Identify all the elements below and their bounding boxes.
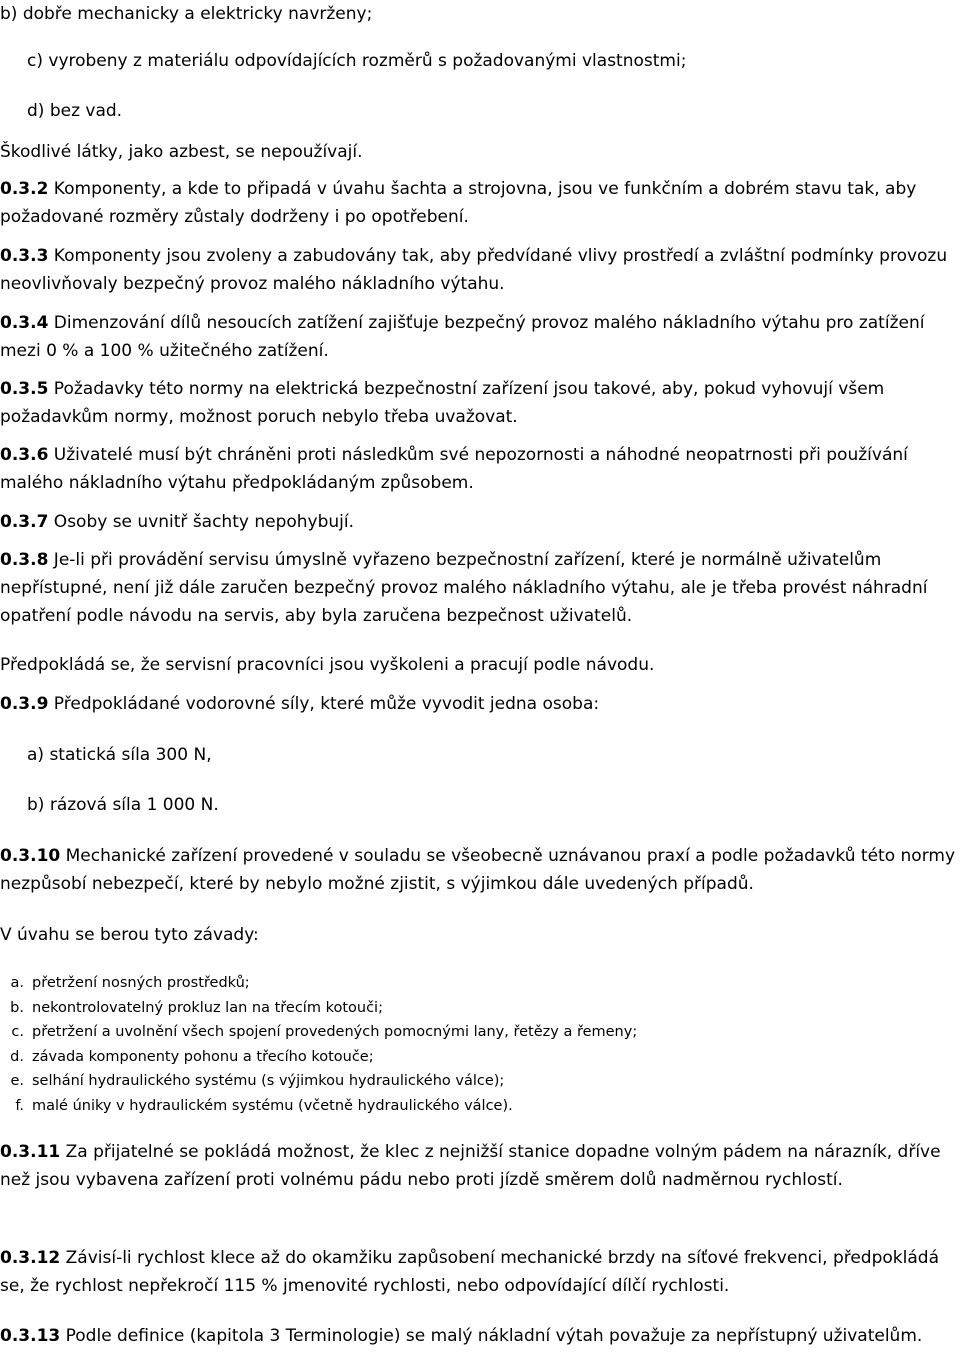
clause-number: 0.3.3 — [0, 246, 49, 266]
list-marker: e. — [10, 1073, 24, 1089]
list-item-text: selhání hydraulického systému (s výjimkou hydraulického válce); — [32, 1073, 505, 1089]
clause-0-3-7 — [0, 508, 960, 536]
list-marker: f. — [15, 1097, 24, 1114]
defects-list — [8, 971, 948, 1118]
clause-0-3-3 — [0, 242, 960, 298]
clause-number: 0.3.2 — [0, 179, 49, 199]
clause-text: Je-li při provádění servisu úmyslně vyřazeno bezpečnostní zařízení, které je normálně uživatelům nepřístupné, není již dále zaručen bezpečný provoz malého nákladního výtahu, ale je třeba provést náhradní opatření podle návodu na servis, aby byla zaručena bezpečnost uživatelů. — [0, 550, 928, 626]
clause-0-3-6 — [0, 441, 960, 497]
list-item-text: nekontrolovatelný prokluz lan na třecím kotouči; — [32, 999, 383, 1016]
list-marker: b. — [10, 999, 24, 1016]
clause-text: Osoby se uvnitř šachty nepohybují. — [48, 512, 355, 532]
clause-text: Předpokládané vodorovné síly, které může vyvodit jedna osoba: — [48, 694, 600, 714]
clause-number: 0.3.8 — [0, 550, 49, 570]
list-item — [8, 1045, 948, 1070]
clause-text: Uživatelé musí být chráněni proti následkům své nepozornosti a náhodné neopatrnosti při používání malého nákladního výtahu předpokládaným způsobem. — [0, 445, 908, 493]
clause-0-3-2 — [0, 175, 960, 231]
clause-number: 0.3.12 — [0, 1248, 61, 1268]
service-personnel-note: Předpokládá se, že servisní pracovníci jsou vyškoleni a pracují podle návodu. — [0, 655, 655, 675]
list-marker: c. — [11, 1024, 24, 1040]
harmful-substances-note: Škodlivé látky, jako azbest, se nepoužívají. — [0, 142, 363, 162]
clause-0-3-5 — [0, 375, 960, 431]
clause-number: 0.3.7 — [0, 512, 49, 532]
clause-0-3-11 — [0, 1138, 960, 1194]
list-marker: d. — [10, 1048, 24, 1065]
clause-number: 0.3.11 — [0, 1142, 61, 1162]
clause-text: Mechanické zařízení provedené v souladu se všeobecně uznávanou praxí a podle požadavků této normy nezpůsobí nebezpečí, které by nebylo možné zjistit, s výjimkou dále uvedených případů. — [0, 846, 956, 894]
list-item-text: malé úniky v hydraulickém systému (včetně hydraulického válce). — [32, 1097, 513, 1114]
clause-text: Komponenty jsou zvoleny a zabudovány tak, aby předvídané vlivy prostředí a zvláštní podmínky provozu neovlivňovaly bezpečný provoz malého nákladního výtahu. — [0, 246, 948, 294]
clause-number: 0.3.13 — [0, 1326, 61, 1346]
item-b: b) dobře mechanicky a elektricky navrženy; — [0, 4, 373, 24]
list-item — [8, 996, 948, 1021]
item-c: c) vyrobeny z materiálu odpovídajících rozměrů s požadovanými vlastnostmi; — [27, 51, 687, 71]
clause-0-3-13 — [0, 1322, 960, 1350]
clause-number: 0.3.5 — [0, 379, 49, 399]
clause-0-3-9 — [0, 690, 960, 718]
clause-text: Požadavky této normy na elektrická bezpečnostní zařízení jsou takové, aby, pokud vyhovují všem požadavkům normy, možnost poruch nebylo třeba uvažovat. — [0, 379, 885, 427]
list-item-text: přetržení a uvolnění všech spojení provedených pomocnými lany, řetězy a řemeny; — [32, 1024, 638, 1040]
clause-number: 0.3.4 — [0, 313, 49, 333]
force-impact: b) rázová síla 1 000 N. — [27, 795, 219, 815]
item-d: d) bez vad. — [27, 101, 123, 121]
clause-text: Podle definice (kapitola 3 Terminologie) se malý nákladní výtah považuje za nepřístupný uživatelům. — [60, 1326, 923, 1346]
force-static: a) statická síla 300 N, — [27, 745, 212, 765]
list-item-text: závada komponenty pohonu a třecího kotouče; — [32, 1048, 374, 1065]
list-item-text: přetržení nosných prostředků; — [32, 975, 250, 991]
list-item — [8, 1020, 948, 1045]
clause-0-3-12 — [0, 1244, 960, 1300]
list-item — [8, 971, 948, 996]
clause-number: 0.3.6 — [0, 445, 49, 465]
defects-intro: V úvahu se berou tyto závady: — [0, 925, 259, 945]
clause-text: Za přijatelné se pokládá možnost, že klec z nejnižší stanice dopadne volným pádem na nárazník, dříve než jsou vybavena zařízení proti volnému pádu nebo proti jízdě směrem dolů nadměrnou rychlostí. — [0, 1142, 941, 1190]
clause-0-3-8 — [0, 546, 960, 630]
clause-text: Dimenzování dílů nesoucích zatížení zajišťuje bezpečný provoz malého nákladního výtahu pro zatížení mezi 0 % a 100 % užitečného zatížení. — [0, 313, 925, 361]
clause-text: Komponenty, a kde to připadá v úvahu šachta a strojovna, jsou ve funkčním a dobrém stavu tak, aby požadované rozměry zůstaly dodrženy i po opotřebení. — [0, 179, 917, 227]
clause-number: 0.3.10 — [0, 846, 61, 866]
clause-0-3-10 — [0, 842, 960, 898]
list-item — [8, 1094, 948, 1119]
list-marker: a. — [10, 975, 24, 991]
clause-text: Závisí-li rychlost klece až do okamžiku zapůsobení mechanické brzdy na síťové frekvenci, předpokládá se, že rychlost nepřekročí 115 % jmenovité rychlosti, nebo odpovídající dílčí rychlosti. — [0, 1248, 939, 1296]
clause-number: 0.3.9 — [0, 694, 49, 714]
list-item — [8, 1069, 948, 1094]
clause-0-3-4 — [0, 309, 960, 365]
